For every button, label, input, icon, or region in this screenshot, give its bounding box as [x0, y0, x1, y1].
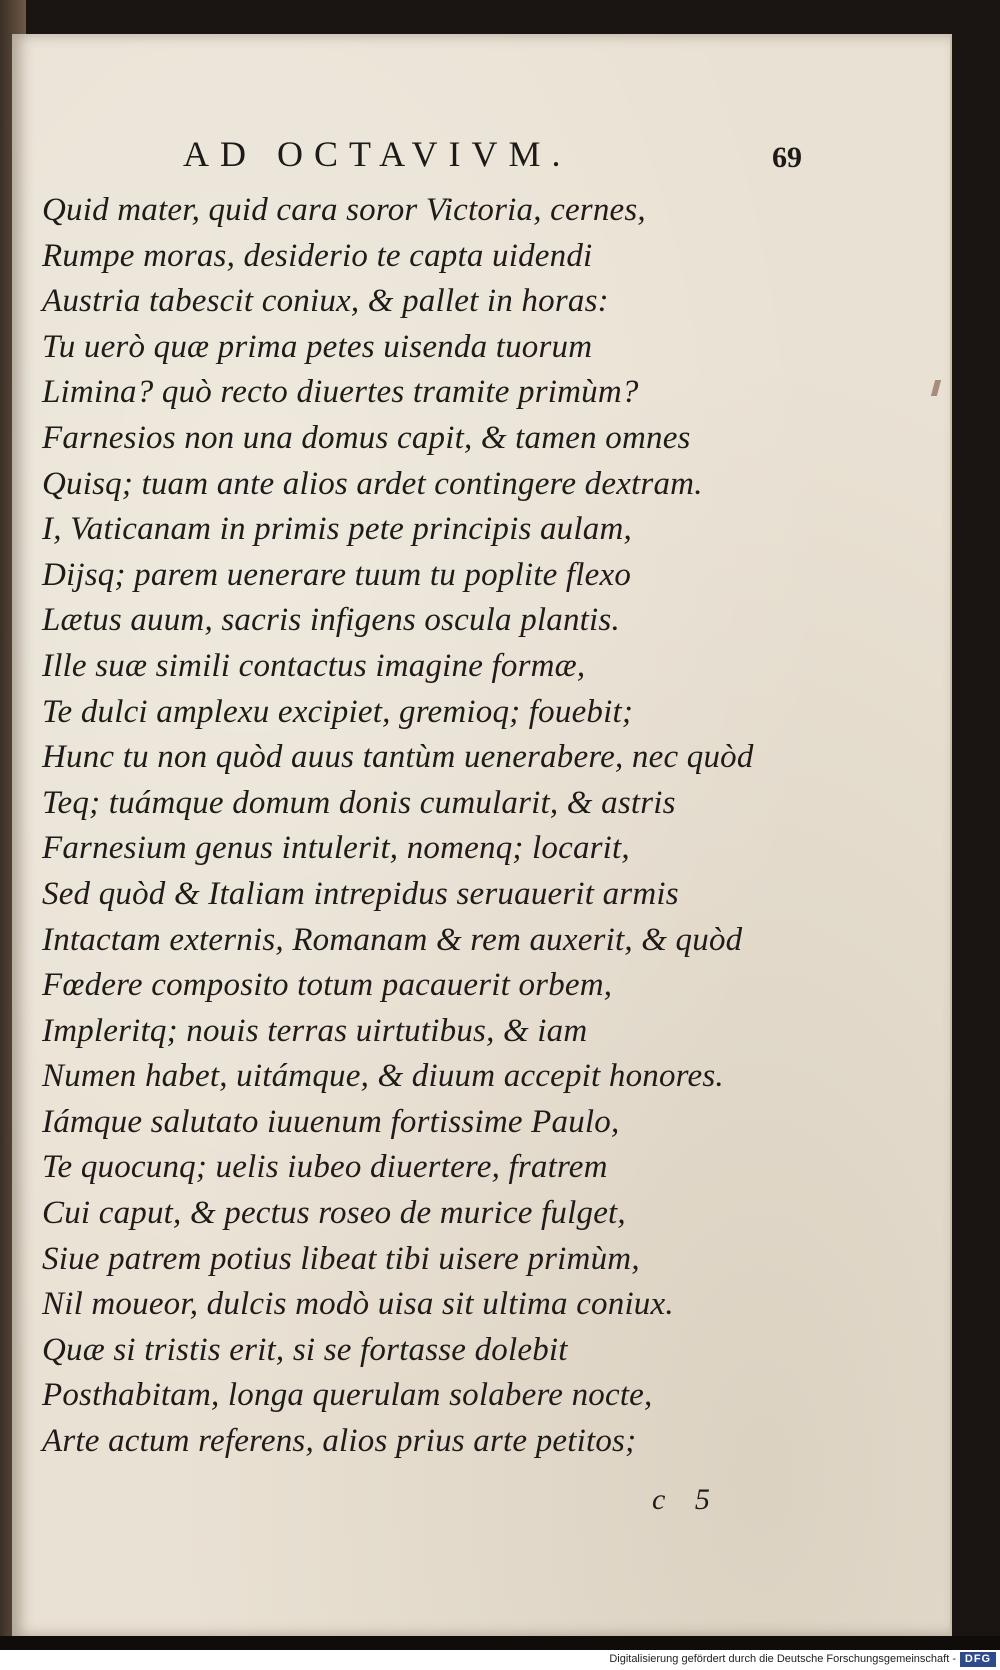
signature-mark: c 5 — [652, 1483, 710, 1516]
verse-text — [42, 188, 822, 1465]
verse-line: Dijsq; parem uenerare tuum tu poplite flexo — [42, 556, 632, 593]
verse-line: Numen habet, uitámque, & diuum accepit honores. — [42, 1058, 724, 1095]
verse-line: Limina? quò recto diuertes tramite primùm? — [42, 374, 639, 411]
verse-line: Sed quòd & Italiam intrepidus seruauerit armis — [42, 875, 679, 912]
scan-bottom-edge — [0, 1636, 1000, 1650]
footer-bar — [0, 1650, 1000, 1670]
verse-line: Arte actum referens, alios prius arte petitos; — [42, 1423, 637, 1460]
verse-line: Lætus auum, sacris infigens oscula plantis. — [42, 602, 620, 639]
verse-line: Impleritq; nouis terras uirtutibus, & iam — [42, 1012, 588, 1049]
verse-line: Tu uerò quæ prima petes uisenda tuorum — [42, 328, 593, 365]
verse-line: Quæ si tristis erit, si se fortasse dolebit — [42, 1331, 568, 1368]
funding-credit: Digitalisierung gefördert durch die Deutsche Forschungsgemeinschaft - — [609, 1653, 956, 1665]
verse-line: Nil moueor, dulcis modò uisa sit ultima coniux. — [42, 1286, 674, 1323]
verse-line: Cui caput, & pectus roseo de murice fulget, — [42, 1195, 626, 1232]
page-number: 69 — [772, 141, 802, 174]
verse-line: Fœdere composito totum pacauerit orbem, — [42, 967, 613, 1004]
verse-line: Austria tabescit coniux, & pallet in horas: — [42, 283, 609, 320]
verse-line: Siue patrem potius libeat tibi uisere primùm, — [42, 1240, 640, 1277]
verse-line: Quid mater, quid cara soror Victoria, cernes, — [42, 192, 646, 228]
verse-line: Te quocunq; uelis iubeo diuertere, fratrem — [42, 1149, 608, 1186]
verse-line: Teq; tuámque domum donis cumularit, & astris — [42, 784, 676, 821]
verse-line: Iámque salutato iuuenum fortissime Paulo, — [42, 1103, 620, 1140]
verse-line: Hunc tu non quòd auus tantùm uenerabere, nec quòd — [42, 739, 754, 776]
verse-line: Farnesium genus intulerit, nomenq; locarit, — [42, 830, 630, 867]
running-head: AD OCTAVIVM. — [183, 134, 572, 174]
verse-line: Posthabitam, longa querulam solabere nocte, — [42, 1377, 653, 1414]
verse-line: Farnesios non una domus capit, & tamen omnes — [42, 419, 691, 456]
verse-line: Te dulci amplexu excipiet, gremioq; fouebit; — [42, 693, 634, 730]
verse-line: Rumpe moras, desiderio te capta uidendi — [42, 237, 593, 274]
verse-line: I, Vaticanam in primis pete principis aulam, — [42, 511, 632, 548]
verse-line: Quisq; tuam ante alios ardet contingere dextram. — [42, 465, 703, 502]
verse-line: Intactam externis, Romanam & rem auxerit, & quòd — [42, 921, 743, 958]
verse-line: Ille suæ simili contactus imagine formæ, — [42, 647, 586, 684]
dfg-logo: DFG — [960, 1652, 996, 1667]
